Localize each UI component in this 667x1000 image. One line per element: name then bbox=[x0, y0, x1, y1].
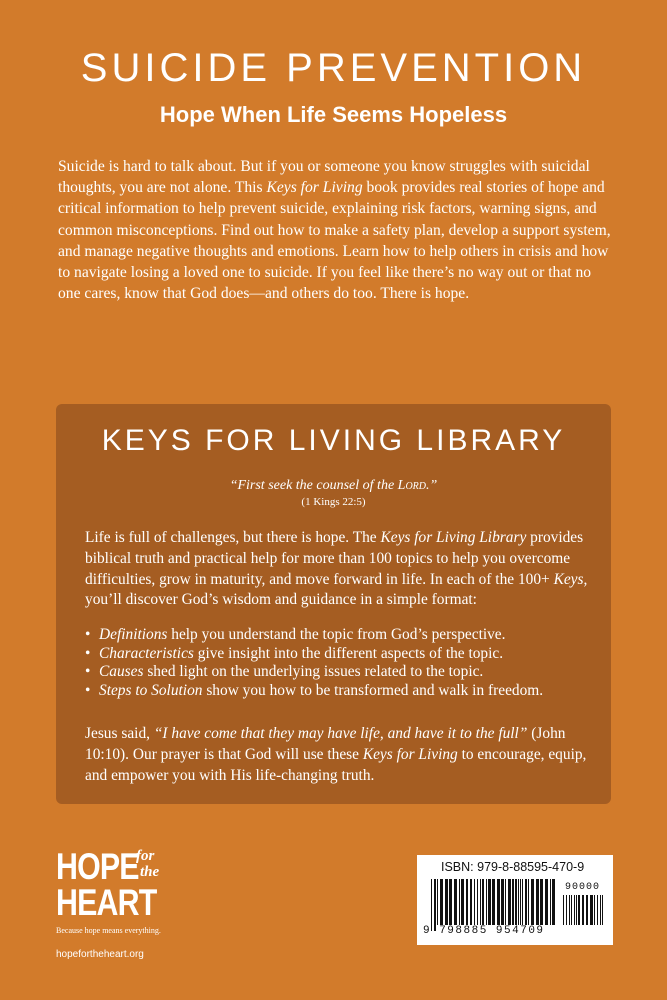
barcode-bar bbox=[431, 879, 432, 931]
logo-for: for bbox=[136, 848, 155, 864]
barcode-bar bbox=[520, 879, 521, 925]
list-item bbox=[85, 682, 590, 701]
barcode-bar bbox=[501, 879, 504, 925]
logo-heart: HEART bbox=[56, 882, 157, 923]
barcode-bar bbox=[590, 895, 593, 925]
barcode-bar bbox=[492, 879, 495, 925]
list-item bbox=[85, 626, 590, 645]
barcode-digits: 9 798885 954709 bbox=[423, 925, 545, 937]
library-name: Keys for Living Library bbox=[380, 529, 527, 546]
barcode-bar bbox=[440, 879, 443, 925]
barcode-bar bbox=[482, 879, 484, 925]
barcode-bar bbox=[578, 895, 580, 925]
quote-text-2: .” bbox=[426, 478, 438, 493]
list-item-term: Characteristics bbox=[99, 644, 194, 662]
book-subtitle: Hope When Life Seems Hopeless bbox=[159, 102, 508, 127]
barcode-bar bbox=[461, 879, 464, 925]
barcode-bar bbox=[566, 895, 567, 925]
barcode-bar bbox=[576, 895, 577, 925]
closing-text-1: Jesus said, bbox=[85, 725, 154, 742]
barcode-bar bbox=[505, 879, 506, 925]
hope-for-the-heart-logo bbox=[56, 848, 186, 958]
library-title: KEYS FOR LIVING LIBRARY bbox=[101, 424, 566, 457]
website-url: hopefortheheart.org bbox=[56, 949, 144, 960]
closing-text-3: to encourage, equip, and empower you with His life-changing truth. bbox=[85, 745, 587, 784]
list-item bbox=[85, 663, 590, 682]
barcode-bar bbox=[571, 895, 572, 925]
barcode-bar bbox=[459, 879, 460, 925]
scripture-reference: (1 Kings 22:5) bbox=[301, 496, 366, 508]
closing-book-name: Keys for Living bbox=[362, 745, 458, 763]
barcode-bar bbox=[574, 895, 575, 925]
intro-text-1: Suicide is hard to talk about. But if you or someone you know struggles with suicidal thoughts, you are not alone. This bbox=[58, 158, 590, 197]
list-item-text: help you understand the topic from God’s perspective. bbox=[167, 626, 506, 643]
barcode-bar bbox=[525, 879, 527, 925]
barcode-bar bbox=[586, 895, 588, 925]
list-item-text: show you how to be transformed and walk in freedom. bbox=[202, 681, 544, 699]
logo-the: the bbox=[140, 864, 160, 880]
barcode-bar bbox=[552, 879, 555, 925]
library-text-1: Life is full of challenges, but there is hope. The bbox=[85, 529, 381, 546]
list-item bbox=[85, 645, 590, 664]
intro-text-2: book provides real stories of hope and critical information to help prevent suicide, explaining risk factors, warning signs, and common misconceptions. Find out how to make a safety plan, develop a support system, and manage negative thoughts and emotions. Learn how to help others in crisis and how to navigate losing a loved one to suicide. If you feel like there’s no way out or that no one cares, know that God does—and others do too. There is hope. bbox=[58, 179, 611, 303]
format-list bbox=[85, 626, 590, 700]
scripture-quote bbox=[56, 478, 611, 494]
barcode-bar bbox=[512, 879, 514, 925]
barcode-bar bbox=[454, 879, 457, 925]
closing-paragraph bbox=[85, 724, 590, 786]
barcode-bar bbox=[488, 879, 491, 925]
closing-quote: “I have come that they may have life, and have it to the full” bbox=[153, 725, 528, 742]
list-item-term: Causes bbox=[99, 663, 144, 680]
logo-hope: HOPE bbox=[56, 846, 139, 887]
isbn-number: ISBN: 979-8-88595-470-9 bbox=[441, 860, 585, 874]
logo-tagline: Because hope means everything. bbox=[56, 926, 161, 935]
barcode-bar bbox=[602, 895, 603, 925]
barcode-bar bbox=[470, 879, 472, 925]
barcode-bar bbox=[600, 895, 601, 925]
barcode-bar bbox=[536, 879, 539, 925]
library-text-3: , you’ll discover God’s wisdom and guidance in a simple format: bbox=[85, 570, 588, 609]
book-title: SUICIDE PREVENTION bbox=[80, 46, 587, 90]
list-item-text: shed light on the underlying issues related to the topic. bbox=[143, 663, 484, 680]
barcode-bar bbox=[540, 879, 543, 925]
barcode-bar bbox=[545, 879, 548, 925]
barcode-bar bbox=[518, 879, 519, 925]
library-text-2: provides biblical truth and practical help for more than 100 topics to help you overcome difficulties, grow in maturity, and move forward in life. In each of the 100+ bbox=[85, 529, 584, 588]
price-code: 90000 bbox=[565, 882, 601, 893]
barcode-bar bbox=[497, 879, 500, 925]
barcode-bar bbox=[508, 879, 511, 925]
barcode-bar bbox=[550, 879, 551, 925]
intro-paragraph bbox=[58, 156, 613, 304]
quote-text-1: “First seek the counsel of the bbox=[229, 478, 398, 493]
barcode-bar bbox=[528, 879, 529, 925]
barcode-bar bbox=[569, 895, 570, 925]
barcode-bar bbox=[515, 879, 517, 925]
barcode-bar bbox=[594, 895, 595, 925]
intro-book-name: Keys for Living bbox=[266, 179, 363, 197]
barcode-bar bbox=[563, 895, 564, 925]
barcode-bar bbox=[531, 879, 534, 925]
barcode-bar bbox=[486, 879, 487, 925]
list-item-term: Definitions bbox=[99, 626, 168, 643]
barcode-bar bbox=[597, 895, 598, 925]
list-item-term: Steps to Solution bbox=[99, 681, 203, 699]
library-paragraph bbox=[85, 528, 590, 611]
isbn-barcode bbox=[417, 855, 613, 945]
barcode-bar bbox=[437, 879, 438, 925]
barcode-bar bbox=[434, 879, 436, 931]
barcode-bar bbox=[477, 879, 478, 925]
library-keys: Keys bbox=[553, 570, 584, 588]
quote-lord: Lord bbox=[397, 478, 426, 493]
barcode-bar bbox=[474, 879, 475, 925]
list-item-text: give insight into the different aspects of the topic. bbox=[193, 644, 504, 662]
barcode-bar bbox=[466, 879, 468, 925]
barcode-bar bbox=[449, 879, 452, 925]
barcode-bar bbox=[445, 879, 448, 925]
closing-text-2: (John 10:10). Our prayer is that God will use these bbox=[85, 725, 566, 763]
barcode-bar bbox=[522, 879, 523, 925]
library-box bbox=[56, 404, 611, 804]
barcode-bar bbox=[480, 879, 481, 925]
barcode-bar bbox=[582, 895, 584, 925]
